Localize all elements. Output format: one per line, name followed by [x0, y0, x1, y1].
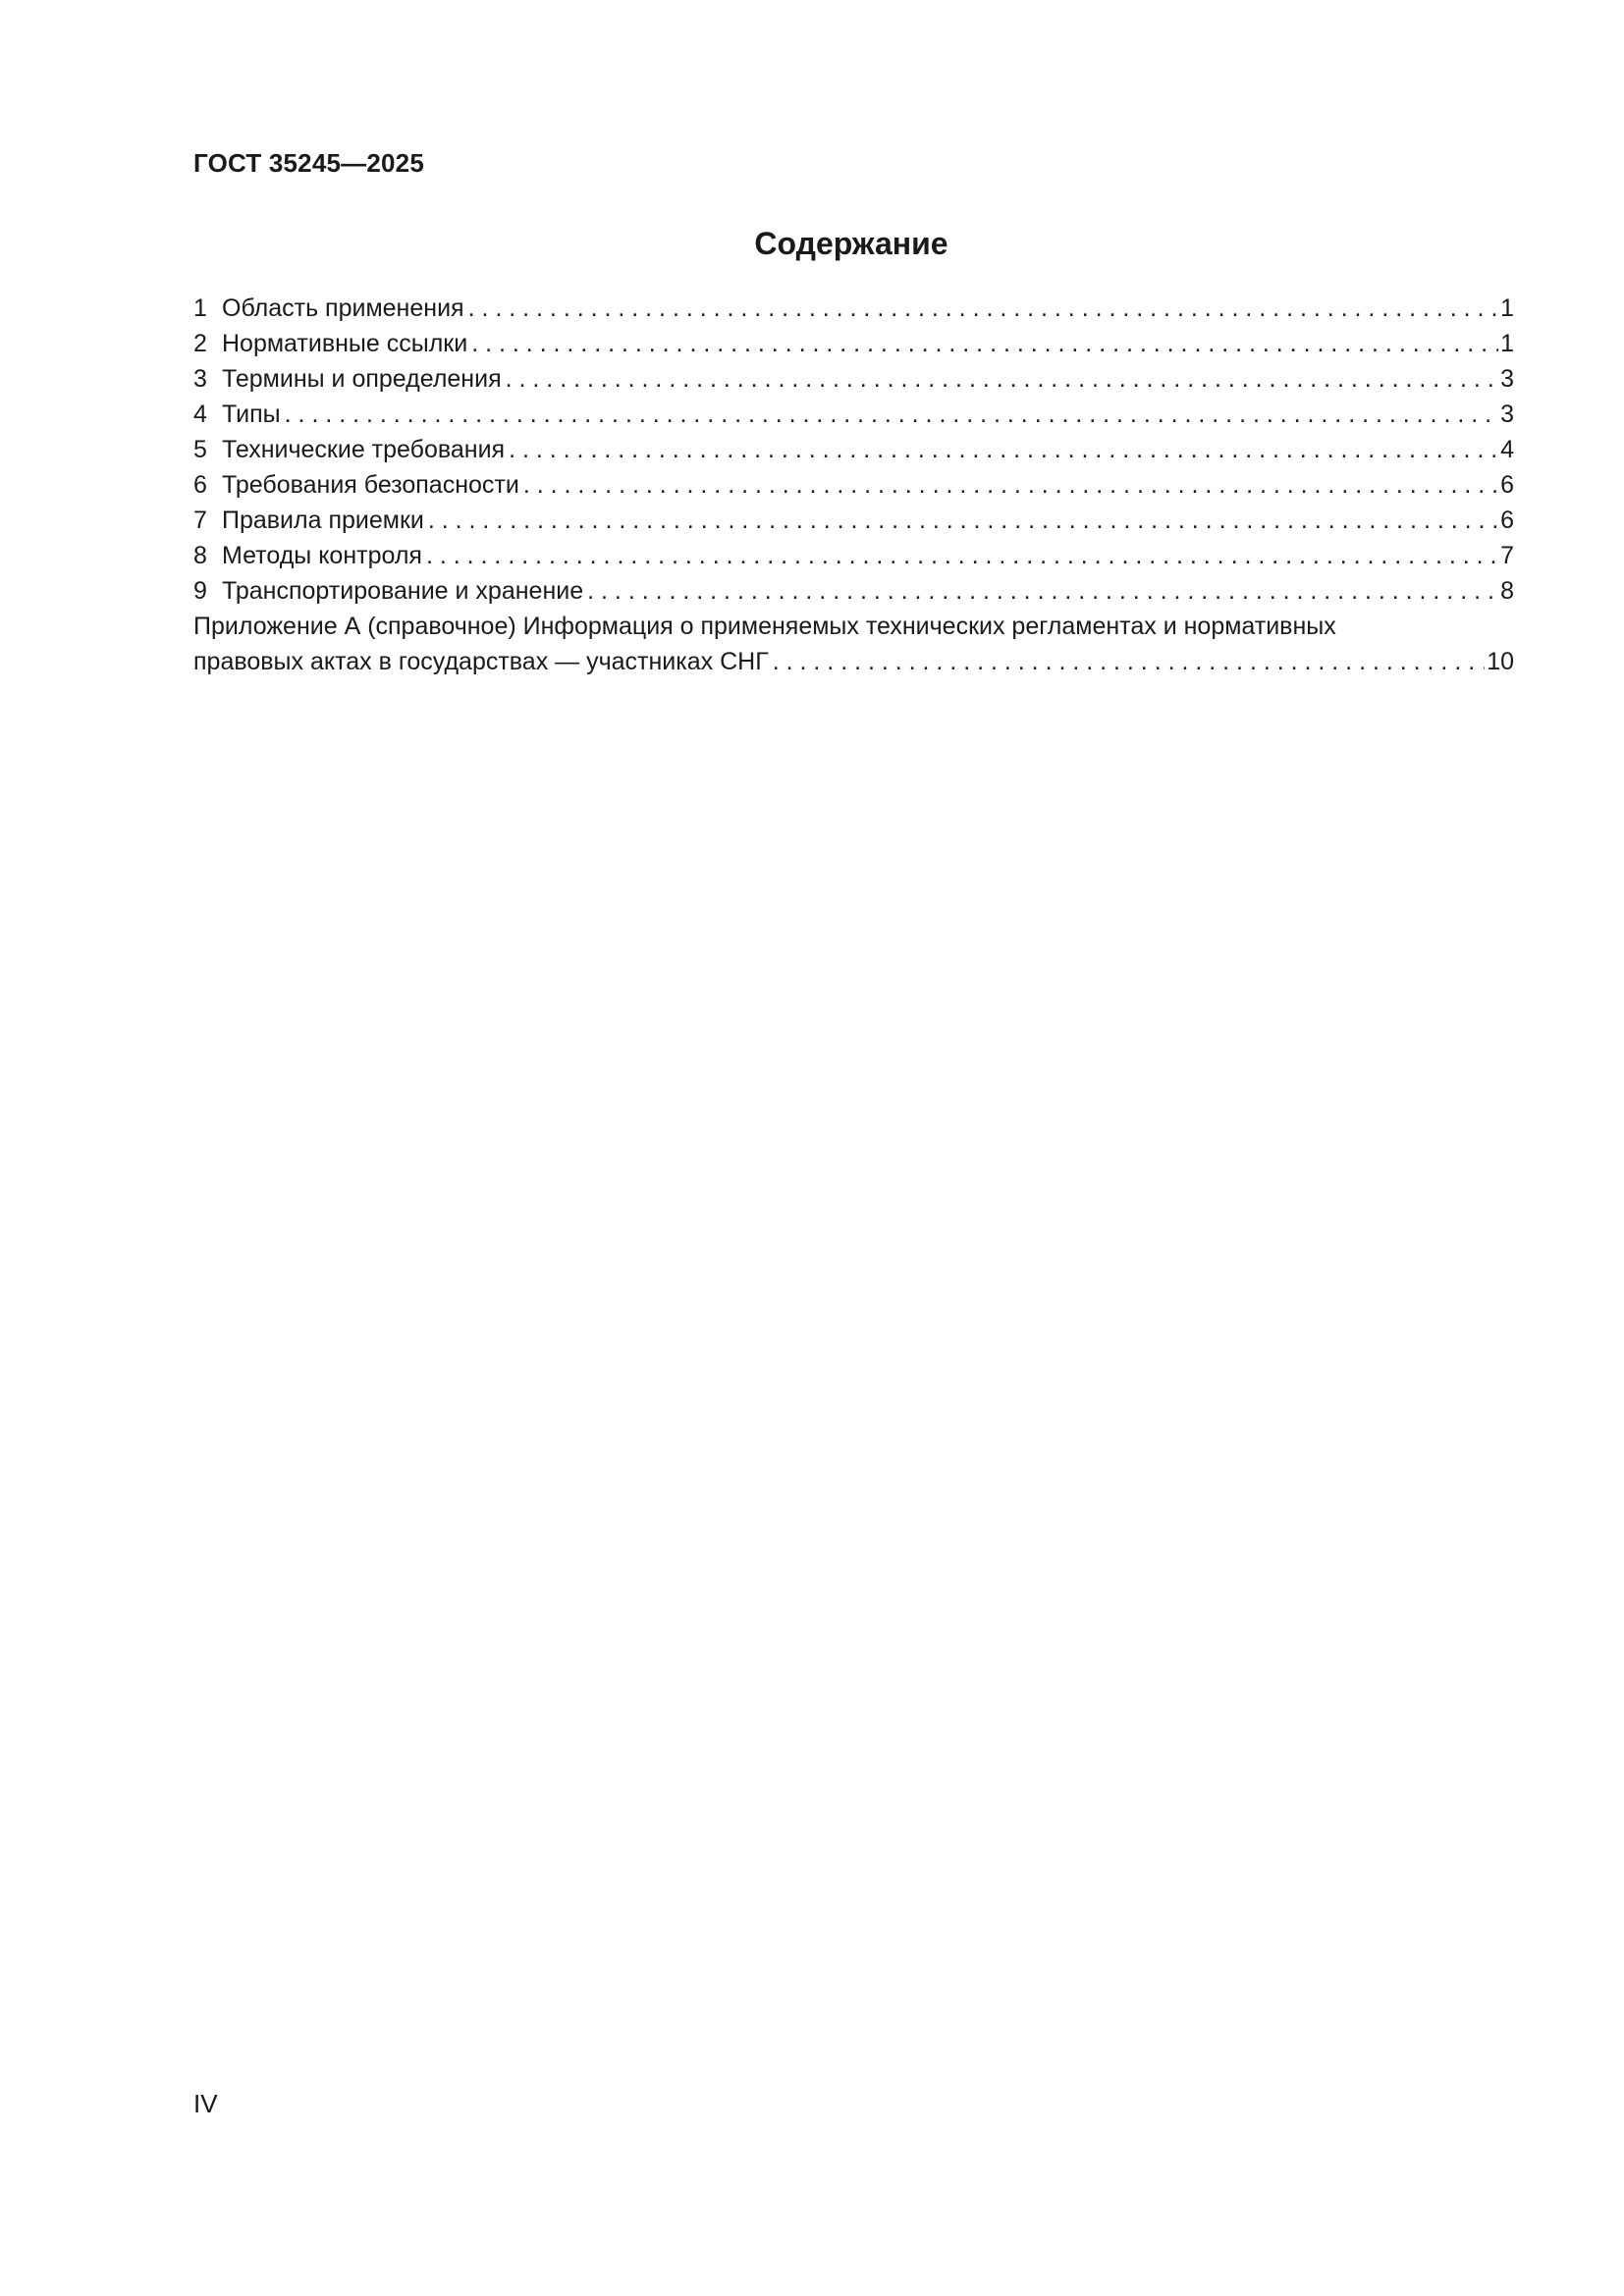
toc-item-page: 6 [1500, 471, 1514, 499]
toc-leader-dots [428, 503, 1498, 538]
toc-item-title: Нормативные ссылки [222, 330, 468, 357]
toc-item-title: Методы контроля [222, 542, 422, 569]
toc-item-number: 8 [193, 542, 207, 569]
toc-item-page: 6 [1500, 507, 1514, 534]
toc-annex-title-line1: Приложение А (справочное) Информация о применяемых технических регламентах и нормативных [193, 613, 1336, 640]
toc-item-title: Технические требования [222, 436, 506, 463]
toc-item-control-methods[interactable] [193, 538, 1514, 573]
toc-leader-dots [285, 397, 1498, 432]
toc-leader-dots [471, 326, 1498, 361]
toc-item-page: 1 [1500, 330, 1514, 357]
toc-item-number: 4 [193, 400, 207, 428]
toc-item-number: 9 [193, 577, 207, 605]
toc-item-page: 3 [1500, 400, 1514, 428]
toc-item-number: 2 [193, 330, 207, 357]
toc-item-number: 5 [193, 436, 207, 463]
toc-item-number: 1 [193, 294, 207, 322]
toc-item-title: Типы [222, 400, 281, 428]
toc-item-title: Область применения [222, 294, 464, 322]
toc-item-page: 7 [1500, 542, 1514, 569]
toc-item-acceptance-rules[interactable] [193, 503, 1514, 538]
toc-leader-dots [506, 361, 1498, 397]
toc-title: Содержание [754, 226, 948, 261]
table-of-contents [193, 291, 1514, 679]
toc-leader-dots [468, 291, 1499, 326]
toc-item-title: Правила приемки [222, 507, 424, 534]
toc-item-scope[interactable] [193, 291, 1514, 326]
toc-item-title: Транспортирование и хранение [222, 577, 584, 605]
toc-item-normative-references[interactable] [193, 326, 1514, 361]
document-id-header: ГОСТ 35245—2025 [193, 148, 424, 178]
toc-item-page: 4 [1500, 436, 1514, 463]
toc-item-safety-requirements[interactable] [193, 467, 1514, 503]
toc-item-page: 1 [1500, 294, 1514, 322]
toc-item-annex-a-line2[interactable] [193, 644, 1514, 679]
toc-leader-dots [426, 538, 1498, 573]
page-number: IV [193, 2089, 218, 2118]
toc-item-title: Требования безопасности [222, 471, 519, 499]
toc-leader-dots [523, 467, 1498, 503]
toc-item-page: 3 [1500, 365, 1514, 393]
toc-item-transport-storage[interactable] [193, 573, 1514, 609]
toc-item-annex-a-line1[interactable] [193, 609, 1514, 644]
toc-item-number: 6 [193, 471, 207, 499]
toc-annex-page: 10 [1487, 648, 1514, 675]
toc-item-number: 3 [193, 365, 207, 393]
toc-item-title: Термины и определения [222, 365, 502, 393]
toc-annex-title-line2: правовых актах в государствах — участниках СНГ [193, 648, 769, 675]
toc-item-page: 8 [1500, 577, 1514, 605]
toc-item-terms-definitions[interactable] [193, 361, 1514, 397]
toc-item-technical-requirements[interactable] [193, 432, 1514, 467]
toc-item-number: 7 [193, 507, 207, 534]
toc-item-types[interactable] [193, 397, 1514, 432]
toc-leader-dots [509, 432, 1498, 467]
toc-leader-dots [773, 644, 1485, 679]
toc-leader-dots [587, 573, 1498, 609]
